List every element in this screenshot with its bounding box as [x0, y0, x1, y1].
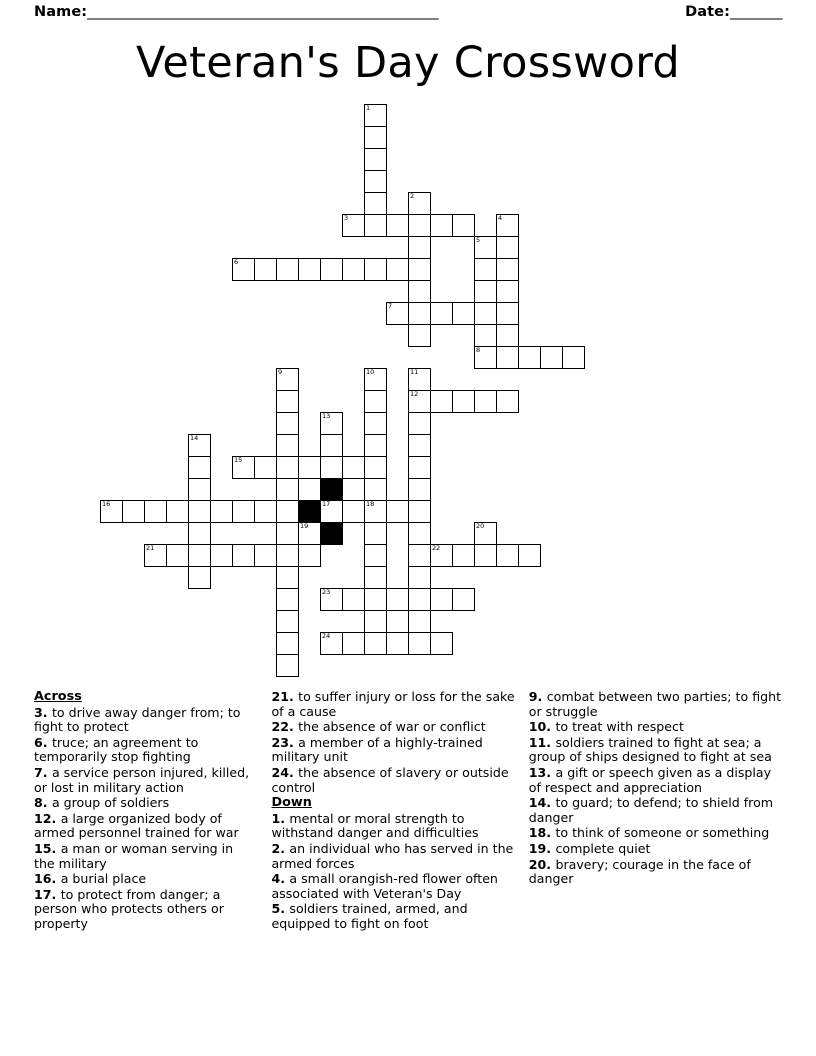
crossword-cell[interactable] — [430, 544, 453, 567]
clue-item — [529, 736, 782, 765]
crossword-cell[interactable] — [408, 192, 431, 215]
clue-item — [34, 812, 257, 841]
crossword-cell[interactable] — [430, 214, 453, 237]
crossword-cell[interactable] — [496, 346, 519, 369]
crossword-cell[interactable] — [452, 390, 475, 413]
clue-number: 8. — [34, 795, 52, 811]
crossword-cell[interactable] — [276, 478, 299, 501]
clue-text: truce; an agreement to temporarily stop fighting — [34, 734, 199, 765]
crossword-cell[interactable] — [342, 500, 365, 523]
clue-number: 3. — [34, 704, 52, 720]
clues-column-1 — [34, 690, 257, 933]
crossword-cell[interactable] — [342, 632, 365, 655]
crossword-cell[interactable] — [276, 368, 299, 391]
clue-number: 7. — [34, 764, 52, 780]
clue-item — [529, 796, 782, 825]
crossword-cell[interactable] — [232, 258, 255, 281]
crossword-cell[interactable] — [474, 280, 497, 303]
clue-text: to protect from danger; a person who protects others or property — [34, 886, 224, 931]
crossword-cell[interactable] — [320, 258, 343, 281]
crossword-cell[interactable] — [430, 588, 453, 611]
crossword-cell[interactable] — [276, 456, 299, 479]
crossword-cell[interactable] — [342, 258, 365, 281]
crossword-cell[interactable] — [188, 500, 211, 523]
crossword-cell[interactable] — [276, 434, 299, 457]
across-heading: Across — [34, 689, 82, 704]
crossword-cell[interactable] — [364, 390, 387, 413]
crossword-cell[interactable] — [496, 390, 519, 413]
crossword-cell[interactable] — [474, 544, 497, 567]
crossword-cell[interactable] — [320, 434, 343, 457]
crossword-cell[interactable] — [364, 148, 387, 171]
crossword-cell[interactable] — [364, 214, 387, 237]
crossword-cell[interactable] — [188, 456, 211, 479]
crossword-cell[interactable] — [496, 214, 519, 237]
cell-number: 10 — [366, 368, 375, 376]
clue-number: 4. — [271, 871, 290, 887]
clue-number: 21. — [271, 689, 299, 704]
crossword-cell[interactable] — [430, 390, 453, 413]
clue-number: 18. — [528, 825, 556, 841]
crossword-cell[interactable] — [188, 522, 211, 545]
crossword-cell[interactable] — [408, 368, 431, 391]
date-label: Date: — [685, 4, 730, 20]
across-clue-list-part1 — [34, 706, 257, 932]
crossword-cell[interactable] — [342, 588, 365, 611]
cell-number: 1 — [366, 104, 371, 112]
cell-number: 18 — [366, 500, 375, 508]
crossword-cell[interactable] — [386, 588, 409, 611]
crossword-cell[interactable] — [232, 456, 255, 479]
name-date-row — [34, 0, 782, 20]
crossword-cell[interactable] — [342, 214, 365, 237]
crossword-cell[interactable] — [364, 412, 387, 435]
crossword-cell[interactable] — [452, 214, 475, 237]
crossword-cell[interactable] — [254, 500, 277, 523]
clue-text: to guard; to defend; to shield from danger — [528, 795, 774, 825]
clue-item — [271, 720, 514, 735]
clue-text: mental or moral strength to withstand danger and difficulties — [271, 810, 479, 841]
clue-item — [34, 706, 257, 735]
clue-item — [529, 842, 782, 857]
crossword-cell[interactable] — [320, 588, 343, 611]
cell-number: 23 — [322, 588, 331, 596]
clue-item — [529, 720, 782, 735]
crossword-cell[interactable] — [540, 346, 563, 369]
clue-item — [529, 690, 782, 719]
crossword-cell[interactable] — [166, 544, 189, 567]
clue-number: 16. — [34, 871, 61, 887]
clues-section — [34, 690, 782, 933]
clue-number: 20. — [528, 856, 556, 872]
clue-number: 11. — [528, 734, 556, 750]
crossword-cell[interactable] — [408, 324, 431, 347]
clue-number: 1. — [271, 810, 290, 826]
clue-number: 12. — [34, 810, 61, 826]
clue-item — [271, 766, 514, 795]
crossword-cell[interactable] — [408, 434, 431, 457]
clue-number: 5. — [271, 901, 290, 917]
clue-item — [34, 736, 257, 765]
crossword-cell[interactable] — [188, 544, 211, 567]
clue-text: to drive away danger from; to fight to protect — [34, 704, 241, 735]
clue-number: 10. — [528, 719, 556, 735]
crossword-cell[interactable] — [386, 632, 409, 655]
crossword-cell[interactable] — [408, 258, 431, 281]
crossword-cell[interactable] — [122, 500, 145, 523]
crossword-cell[interactable] — [298, 456, 321, 479]
clue-text: soldiers trained, armed, and equipped to fight on foot — [271, 901, 468, 931]
crossword-cell[interactable] — [474, 522, 497, 545]
crossword-cell[interactable] — [518, 544, 541, 567]
page-title: Veteran's Day Crossword — [135, 38, 681, 88]
crossword-cell[interactable] — [496, 544, 519, 567]
crossword-cell[interactable] — [210, 500, 233, 523]
clue-text: to suffer injury or loss for the sake of a cause — [271, 689, 515, 719]
cell-number: 21 — [146, 544, 155, 552]
cell-number: 14 — [190, 434, 199, 442]
crossword-cell[interactable] — [364, 258, 387, 281]
clue-text: to treat with respect — [555, 719, 684, 735]
crossword-cell[interactable] — [408, 478, 431, 501]
crossword-cell[interactable] — [276, 632, 299, 655]
clue-item — [34, 888, 257, 932]
cell-number: 15 — [234, 456, 243, 464]
clue-item — [529, 858, 782, 887]
crossword-block — [320, 522, 343, 545]
crossword-cell[interactable] — [276, 544, 299, 567]
clue-text: a group of soldiers — [51, 795, 170, 811]
clue-text: a member of a highly-trained military unit — [271, 734, 483, 765]
crossword-cell[interactable] — [298, 522, 321, 545]
clue-item — [271, 812, 514, 841]
crossword-cell[interactable] — [408, 610, 431, 633]
clue-text: the absence of war or conflict — [298, 719, 486, 735]
crossword-grid[interactable] — [34, 104, 782, 684]
clue-item — [271, 842, 514, 871]
crossword-block — [320, 478, 343, 501]
crossword-cell[interactable] — [474, 346, 497, 369]
crossword-cell[interactable] — [408, 390, 431, 413]
cell-number: 24 — [322, 632, 331, 640]
clue-number: 9. — [528, 689, 547, 704]
clue-number: 23. — [271, 734, 299, 750]
crossword-cell[interactable] — [276, 522, 299, 545]
crossword-cell[interactable] — [364, 588, 387, 611]
crossword-cell[interactable] — [408, 500, 431, 523]
crossword-cell[interactable] — [364, 126, 387, 149]
crossword-cell[interactable] — [276, 610, 299, 633]
crossword-cell[interactable] — [364, 368, 387, 391]
crossword-cell[interactable] — [386, 214, 409, 237]
clue-number: 22. — [271, 719, 299, 735]
down-clue-list-part1 — [271, 812, 514, 932]
crossword-cell[interactable] — [518, 346, 541, 369]
clue-number: 24. — [271, 764, 299, 780]
crossword-cell[interactable] — [210, 544, 233, 567]
clue-number: 14. — [528, 795, 556, 811]
crossword-cell[interactable] — [320, 632, 343, 655]
crossword-cell[interactable] — [232, 500, 255, 523]
clue-number: 19. — [528, 840, 556, 856]
crossword-cell[interactable] — [276, 412, 299, 435]
down-clue-list-part2 — [529, 690, 782, 887]
cell-number: 22 — [432, 544, 441, 552]
clue-text: combat between two parties; to fight or struggle — [528, 689, 782, 719]
cell-number: 19 — [300, 522, 309, 530]
crossword-cell[interactable] — [364, 610, 387, 633]
clue-item — [271, 902, 514, 931]
crossword-cell[interactable] — [144, 500, 167, 523]
cell-number: 11 — [410, 368, 419, 376]
clue-item — [34, 766, 257, 795]
name-label: Name: — [34, 4, 88, 20]
crossword-cell[interactable] — [254, 456, 277, 479]
cell-number: 16 — [102, 500, 111, 508]
crossword-cell[interactable] — [254, 544, 277, 567]
crossword-cell[interactable] — [474, 236, 497, 259]
crossword-cell[interactable] — [408, 544, 431, 567]
crossword-block — [298, 500, 321, 523]
crossword-cell[interactable] — [364, 500, 387, 523]
crossword-cell[interactable] — [430, 632, 453, 655]
crossword-cell[interactable] — [342, 456, 365, 479]
crossword-cell[interactable] — [188, 434, 211, 457]
cell-number: 9 — [278, 368, 283, 376]
crossword-cell[interactable] — [364, 478, 387, 501]
name-blank-line: ______________________________________________________ — [87, 4, 439, 20]
crossword-cell[interactable] — [496, 324, 519, 347]
clue-item — [271, 872, 514, 901]
crossword-cell[interactable] — [320, 456, 343, 479]
cell-number: 4 — [498, 214, 503, 222]
crossword-cell[interactable] — [364, 566, 387, 589]
clue-item — [34, 872, 257, 887]
clue-number: 17. — [34, 886, 61, 902]
clue-text: a burial place — [60, 871, 147, 887]
crossword-cell[interactable] — [276, 390, 299, 413]
crossword-cell[interactable] — [364, 192, 387, 215]
crossword-cell[interactable] — [474, 324, 497, 347]
cell-number: 17 — [322, 500, 331, 508]
across-clue-list-part2 — [271, 690, 514, 795]
clue-number: 2. — [271, 840, 290, 856]
crossword-cell[interactable] — [298, 544, 321, 567]
crossword-cell[interactable] — [474, 390, 497, 413]
clue-item — [34, 796, 257, 811]
clue-item — [34, 842, 257, 871]
crossword-cell[interactable] — [276, 566, 299, 589]
cell-number: 7 — [388, 302, 393, 310]
crossword-cell[interactable] — [452, 302, 475, 325]
crossword-grid-container — [34, 104, 782, 684]
down-heading: Down — [271, 795, 312, 811]
cell-number: 12 — [410, 390, 419, 398]
crossword-cell[interactable] — [364, 456, 387, 479]
clue-text: a service person injured, killed, or lost in military action — [34, 764, 250, 795]
crossword-cell[interactable] — [188, 478, 211, 501]
crossword-cell[interactable] — [364, 170, 387, 193]
cell-number: 2 — [410, 192, 415, 200]
cell-number: 20 — [476, 522, 485, 530]
crossword-cell[interactable] — [408, 302, 431, 325]
crossword-cell[interactable] — [320, 412, 343, 435]
crossword-cell[interactable] — [452, 588, 475, 611]
clue-text: a gift or speech given as a display of respect and appreciation — [528, 764, 772, 795]
crossword-cell[interactable] — [364, 632, 387, 655]
date-field[interactable] — [685, 4, 782, 20]
crossword-cell[interactable] — [144, 544, 167, 567]
clue-text: a man or woman serving in the military — [34, 840, 234, 871]
clue-text: to think of someone or something — [555, 825, 770, 841]
crossword-cell[interactable] — [364, 544, 387, 567]
crossword-cell[interactable] — [298, 258, 321, 281]
clues-column-3 — [529, 690, 782, 933]
clue-item — [529, 826, 782, 841]
crossword-cell[interactable] — [166, 500, 189, 523]
crossword-cell[interactable] — [408, 456, 431, 479]
crossword-cell[interactable] — [496, 258, 519, 281]
crossword-cell[interactable] — [188, 566, 211, 589]
crossword-cell[interactable] — [430, 302, 453, 325]
clue-item — [271, 690, 514, 719]
crossword-cell[interactable] — [408, 236, 431, 259]
clue-item — [529, 766, 782, 795]
clue-text: a large organized body of armed personnel trained for war — [34, 810, 239, 841]
crossword-cell[interactable] — [386, 258, 409, 281]
crossword-cell[interactable] — [496, 280, 519, 303]
crossword-cell[interactable] — [276, 654, 299, 677]
crossword-cell[interactable] — [408, 566, 431, 589]
crossword-cell[interactable] — [254, 258, 277, 281]
crossword-cell[interactable] — [276, 258, 299, 281]
crossword-cell[interactable] — [364, 104, 387, 127]
crossword-cell[interactable] — [408, 214, 431, 237]
clue-text: a small orangish-red flower often associated with Veteran's Day — [271, 871, 498, 901]
crossword-cell[interactable] — [408, 522, 431, 545]
crossword-cell[interactable] — [496, 302, 519, 325]
crossword-cell[interactable] — [386, 500, 409, 523]
crossword-cell[interactable] — [452, 544, 475, 567]
crossword-cell[interactable] — [408, 280, 431, 303]
crossword-cell[interactable] — [276, 500, 299, 523]
crossword-cell[interactable] — [408, 588, 431, 611]
cell-number: 8 — [476, 346, 481, 354]
crossword-cell[interactable] — [408, 412, 431, 435]
crossword-cell[interactable] — [100, 500, 123, 523]
crossword-cell[interactable] — [408, 632, 431, 655]
clues-column-2 — [271, 690, 514, 933]
clue-text: an individual who has served in the armed forces — [271, 840, 514, 871]
crossword-cell[interactable] — [562, 346, 585, 369]
clue-text: bravery; courage in the face of danger — [528, 856, 751, 887]
crossword-cell[interactable] — [496, 236, 519, 259]
clue-number: 6. — [34, 734, 52, 750]
clue-number: 15. — [34, 840, 61, 856]
name-field[interactable] — [34, 4, 438, 20]
crossword-cell[interactable] — [320, 500, 343, 523]
clue-text: complete quiet — [555, 840, 651, 856]
clue-item — [271, 736, 514, 765]
cell-number: 5 — [476, 236, 481, 244]
crossword-cell[interactable] — [364, 522, 387, 545]
crossword-cell[interactable] — [276, 588, 299, 611]
crossword-cell[interactable] — [474, 302, 497, 325]
crossword-cell[interactable] — [474, 258, 497, 281]
clue-number: 13. — [528, 764, 556, 780]
clue-text: the absence of slavery or outside control — [271, 764, 509, 795]
cell-number: 3 — [344, 214, 349, 222]
date-blank-line: ________ — [730, 4, 782, 20]
cell-number: 6 — [234, 258, 239, 266]
crossword-cell[interactable] — [232, 544, 255, 567]
crossword-cell[interactable] — [386, 302, 409, 325]
clue-text: soldiers trained to fight at sea; a group of ships designed to fight at sea — [528, 734, 772, 765]
cell-number: 13 — [322, 412, 331, 420]
crossword-cell[interactable] — [364, 434, 387, 457]
